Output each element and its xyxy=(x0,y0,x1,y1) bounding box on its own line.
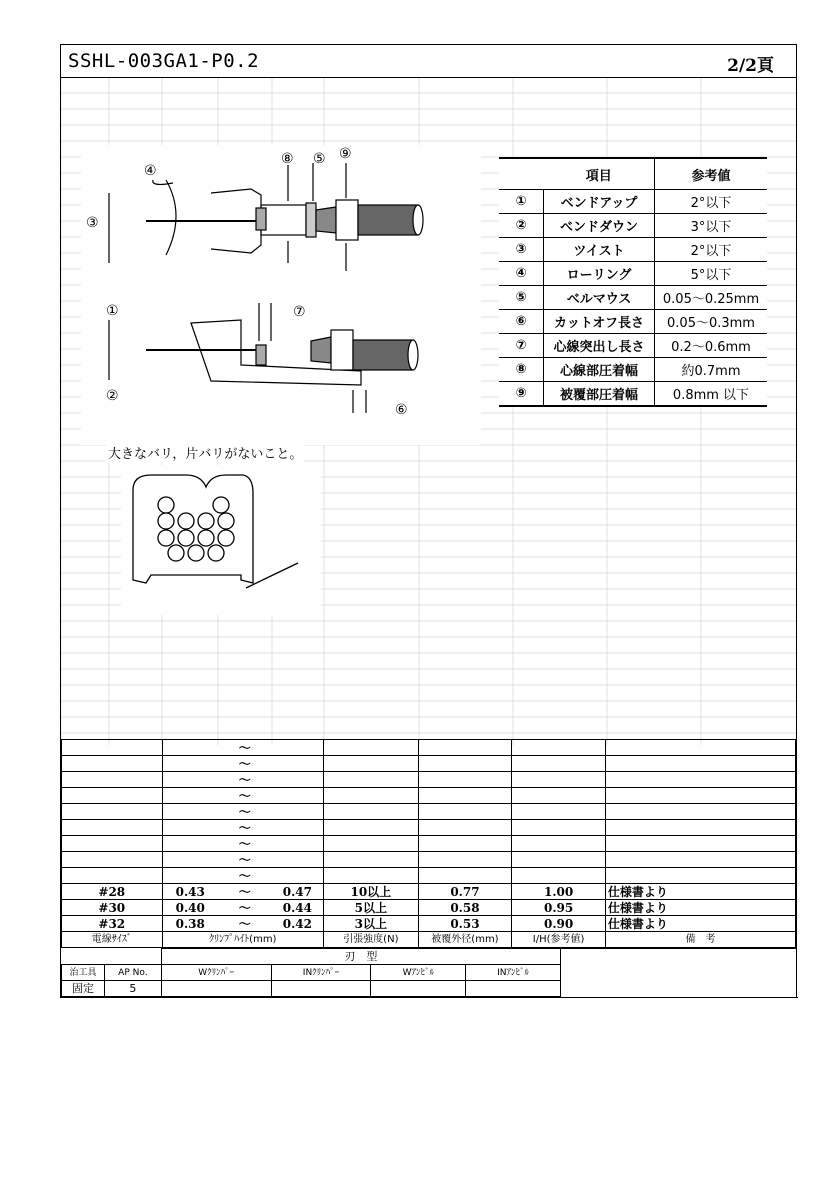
spec-row xyxy=(62,916,796,932)
blade-title: 刃 型 xyxy=(161,949,560,965)
insulation-od: 0.77 xyxy=(418,884,512,900)
page-number: 2/2頁 xyxy=(727,56,774,76)
crimp-min: 0.40 xyxy=(162,900,218,916)
insulation-od: 0.53 xyxy=(418,916,512,932)
spec-empty-row xyxy=(62,804,796,820)
ih-value: 0.90 xyxy=(512,916,606,932)
blade-table xyxy=(61,948,796,997)
reference-row xyxy=(499,238,767,262)
ref-value: 3°以下 xyxy=(655,214,768,238)
callout-core-protrusion: ⑦ xyxy=(293,304,306,320)
callout-crimp-width-core: ⑧ xyxy=(281,151,294,167)
ref-number: ① xyxy=(499,190,544,214)
ih-value: 1.00 xyxy=(512,884,606,900)
wire-size: #32 xyxy=(62,916,163,932)
wire-size: #30 xyxy=(62,900,163,916)
header-reference: 参考値 xyxy=(655,158,768,190)
ref-item: 心線突出し長さ xyxy=(544,334,655,358)
header-wire-size: 電線ｻｲｽﾞ xyxy=(62,932,163,948)
tilde: ～ xyxy=(218,820,272,836)
callout-bend-down: ② xyxy=(106,388,119,404)
callout-bellmouth: ⑤ xyxy=(313,151,326,167)
ref-item: カットオフ長さ xyxy=(544,310,655,334)
tilde: ～ xyxy=(218,836,272,852)
ref-item: 被覆部圧着幅 xyxy=(544,382,655,407)
tilde: ～ xyxy=(218,916,272,932)
ref-number: ⑥ xyxy=(499,310,544,334)
blade-header-tool: 治工具 xyxy=(62,965,105,981)
header-remarks: 備 考 xyxy=(605,932,795,948)
crimp-max: 0.44 xyxy=(272,900,324,916)
reference-row xyxy=(499,334,767,358)
ref-number: ④ xyxy=(499,262,544,286)
callout-bend-up: ① xyxy=(106,303,119,319)
ih-value: 0.95 xyxy=(512,900,606,916)
ref-value: 2°以下 xyxy=(655,190,768,214)
blade-header-ap: AP No. xyxy=(104,965,161,981)
tilde: ～ xyxy=(218,852,272,868)
blade-header-in-anvil: INｱﾝﾋﾞﾙ xyxy=(466,965,561,981)
tensile: 5以上 xyxy=(324,900,419,916)
tilde: ～ xyxy=(218,900,272,916)
spec-empty-row xyxy=(62,852,796,868)
callout-twist: ③ xyxy=(86,215,99,231)
ref-number: ⑧ xyxy=(499,358,544,382)
spec-empty-row xyxy=(62,820,796,836)
ref-value: 0.05～0.25mm xyxy=(655,286,768,310)
spec-header-row xyxy=(62,932,796,948)
drawing-sheet xyxy=(60,44,797,998)
tilde: ～ xyxy=(218,868,272,884)
ref-number: ⑦ xyxy=(499,334,544,358)
doc-number: SSHL-003GA1-P0.2 xyxy=(68,50,260,72)
footer-underline xyxy=(720,997,798,998)
reference-values-table xyxy=(499,157,767,407)
crimp-spec-table xyxy=(61,739,796,948)
tilde: ～ xyxy=(218,804,272,820)
blade-header-w-crimper: Wｸﾘﾝﾊﾟｰ xyxy=(161,965,271,981)
ref-value: 2°以下 xyxy=(655,238,768,262)
spec-row xyxy=(62,884,796,900)
remarks: 仕様書より xyxy=(605,884,699,900)
ref-item: 心線部圧着幅 xyxy=(544,358,655,382)
spec-empty-row xyxy=(62,740,796,756)
crimp-min: 0.43 xyxy=(162,884,218,900)
spec-empty-row xyxy=(62,868,796,884)
ref-value: 0.05～0.3mm xyxy=(655,310,768,334)
header-crimp-height: ｸﾘﾝﾌﾟﾊｲﾄ(mm) xyxy=(162,932,323,948)
ref-value: 0.2～0.6mm xyxy=(655,334,768,358)
tensile: 10以上 xyxy=(324,884,419,900)
spec-empty-row xyxy=(62,756,796,772)
blade-tool: 固定 xyxy=(62,981,105,997)
ref-item: ベルマウス xyxy=(544,286,655,310)
reference-row xyxy=(499,214,767,238)
blade-header-w-anvil: Wｱﾝﾋﾞﾙ xyxy=(371,965,466,981)
reference-row xyxy=(499,190,767,214)
tilde: ～ xyxy=(218,740,272,756)
blade-ap-no: 5 xyxy=(104,981,161,997)
header-ih: I/H(参考値) xyxy=(512,932,606,948)
ref-item: ローリング xyxy=(544,262,655,286)
tilde: ～ xyxy=(218,884,272,900)
remarks: 仕様書より xyxy=(605,916,699,932)
blade-header-in-crimper: INｸﾘﾝﾊﾟｰ xyxy=(271,965,371,981)
remarks: 仕様書より xyxy=(605,900,699,916)
tilde: ～ xyxy=(218,788,272,804)
tensile: 3以上 xyxy=(324,916,419,932)
tilde: ～ xyxy=(218,772,272,788)
reference-row xyxy=(499,310,767,334)
reference-row xyxy=(499,286,767,310)
header-item: 項目 xyxy=(544,158,655,190)
reference-row xyxy=(499,382,767,407)
spec-empty-row xyxy=(62,788,796,804)
ref-value: 0.8mm 以下 xyxy=(655,382,768,407)
crimp-min: 0.38 xyxy=(162,916,218,932)
crimp-max: 0.47 xyxy=(272,884,324,900)
callout-cutoff: ⑥ xyxy=(395,402,408,418)
ref-item: ベンドダウン xyxy=(544,214,655,238)
ref-number: ③ xyxy=(499,238,544,262)
insulation-od: 0.58 xyxy=(418,900,512,916)
spec-empty-row xyxy=(62,772,796,788)
ref-item: ベンドアップ xyxy=(544,190,655,214)
ref-value: 5°以下 xyxy=(655,262,768,286)
spec-row xyxy=(62,900,796,916)
burr-note: 大きなバリ，片バリがないこと。 xyxy=(106,442,304,463)
ref-number: ⑨ xyxy=(499,382,544,407)
ref-number: ⑤ xyxy=(499,286,544,310)
crimp-max: 0.42 xyxy=(272,916,324,932)
spec-empty-row xyxy=(62,836,796,852)
callout-crimp-width-insulation: ⑨ xyxy=(339,146,352,162)
reference-row xyxy=(499,262,767,286)
wire-size: #28 xyxy=(62,884,163,900)
header-od: 被覆外径(mm) xyxy=(418,932,512,948)
reference-row xyxy=(499,358,767,382)
ref-number: ② xyxy=(499,214,544,238)
ref-value: 約0.7mm xyxy=(655,358,768,382)
tilde: ～ xyxy=(218,756,272,772)
header-tensile: 引張強度(N) xyxy=(324,932,419,948)
callout-rolling: ④ xyxy=(144,163,157,179)
ref-item: ツイスト xyxy=(544,238,655,262)
